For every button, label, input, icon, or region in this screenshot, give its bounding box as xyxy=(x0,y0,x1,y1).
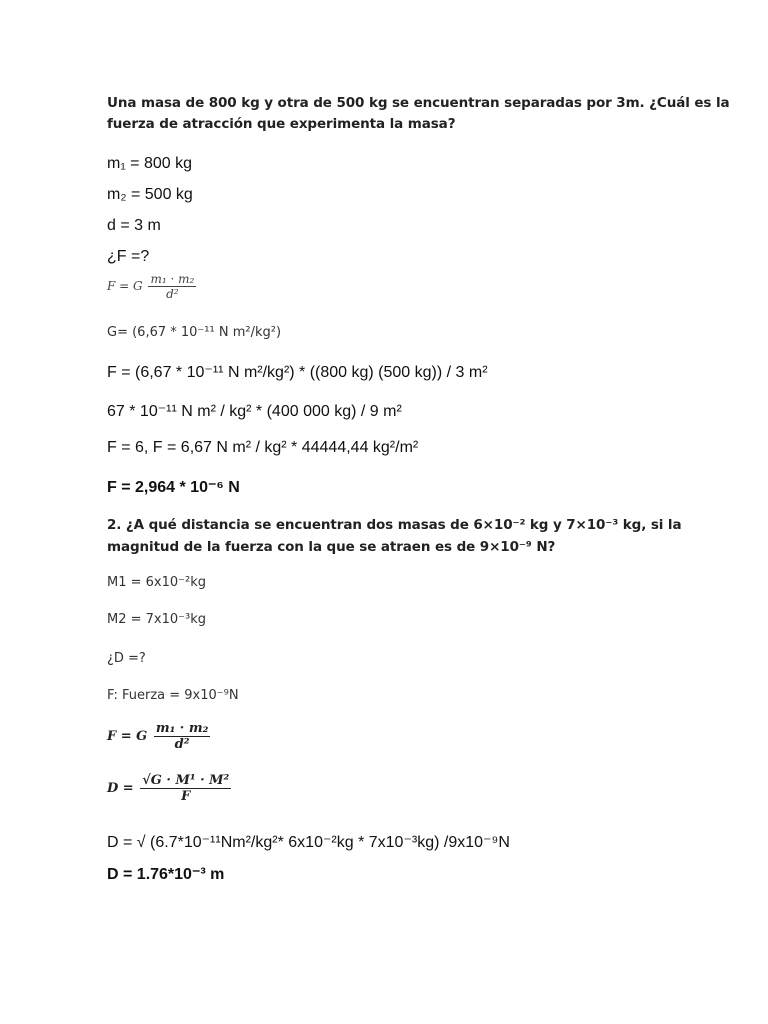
problem2-mass2: M2 = 7x10⁻³kg xyxy=(107,612,207,627)
problem2-distance-formula xyxy=(107,773,231,804)
problem2-mass1: M1 = 6x10⁻²kg xyxy=(107,575,207,590)
problem2-gravitation-formula xyxy=(107,721,210,752)
problem2-result: D = 1.76*10⁻³ m xyxy=(107,866,225,883)
problem1-force-unknown: ¿F =? xyxy=(107,248,150,265)
problem1-step2: 67 * 10⁻¹¹ N m² / kg² * (400 000 kg) / 9 m² xyxy=(107,403,402,420)
problem1-step3: F = 6, F = 6,67 N m² / kg² * 44444,44 kg²/m² xyxy=(107,439,419,456)
problem1-mass1: m₁ = 800 kg xyxy=(107,155,192,172)
problem1-gravitational-constant: G= (6,67 * 10⁻¹¹ N m²/kg²) xyxy=(107,325,282,340)
problem1-question-line1: Una masa de 800 kg y otra de 500 kg se encuentran separadas por 3m. ¿Cuál es la xyxy=(107,95,730,111)
formula-fraction xyxy=(148,272,196,301)
formula-numerator: m₁ · m₂ xyxy=(155,721,209,736)
problem2-step1: D = √ (6.7*10⁻¹¹Nm²/kg²* 6x10⁻²kg * 7x10⁻³kg) /9x10⁻⁹N xyxy=(107,834,510,851)
formula-numerator: m₁ · m₂ xyxy=(150,272,195,286)
problem1-step1: F = (6,67 * 10⁻¹¹ N m²/kg²) * ((800 kg) (500 kg)) / 3 m² xyxy=(107,364,488,381)
problem1-distance: d = 3 m xyxy=(107,217,161,234)
formula-denominator: d² xyxy=(166,287,179,301)
formula-numerator: √G · M¹ · M² xyxy=(142,773,230,788)
formula-lhs: D = xyxy=(107,781,134,796)
formula-denominator: d² xyxy=(174,737,190,752)
formula-lhs: F = G xyxy=(107,729,148,744)
formula-fraction xyxy=(154,721,210,752)
formula-denominator: F xyxy=(181,789,191,804)
formula-lhs: F = G xyxy=(107,279,143,293)
problem2-distance-unknown: ¿D =? xyxy=(107,651,146,666)
problem1-question-line2: fuerza de atracción que experimenta la masa? xyxy=(107,116,456,132)
formula-fraction xyxy=(140,773,231,804)
problem2-question-line2: magnitud de la fuerza con la que se atraen es de 9×10⁻⁹ N? xyxy=(107,539,556,555)
problem1-result: F = 2,964 * 10⁻⁶ N xyxy=(107,479,240,496)
problem2-force: F: Fuerza = 9x10⁻⁹N xyxy=(107,688,239,703)
problem1-gravitation-formula xyxy=(107,272,196,301)
problem1-mass2: m₂ = 500 kg xyxy=(107,186,193,203)
problem2-question-line1: 2. ¿A qué distancia se encuentran dos masas de 6×10⁻² kg y 7×10⁻³ kg, si la xyxy=(107,517,682,533)
